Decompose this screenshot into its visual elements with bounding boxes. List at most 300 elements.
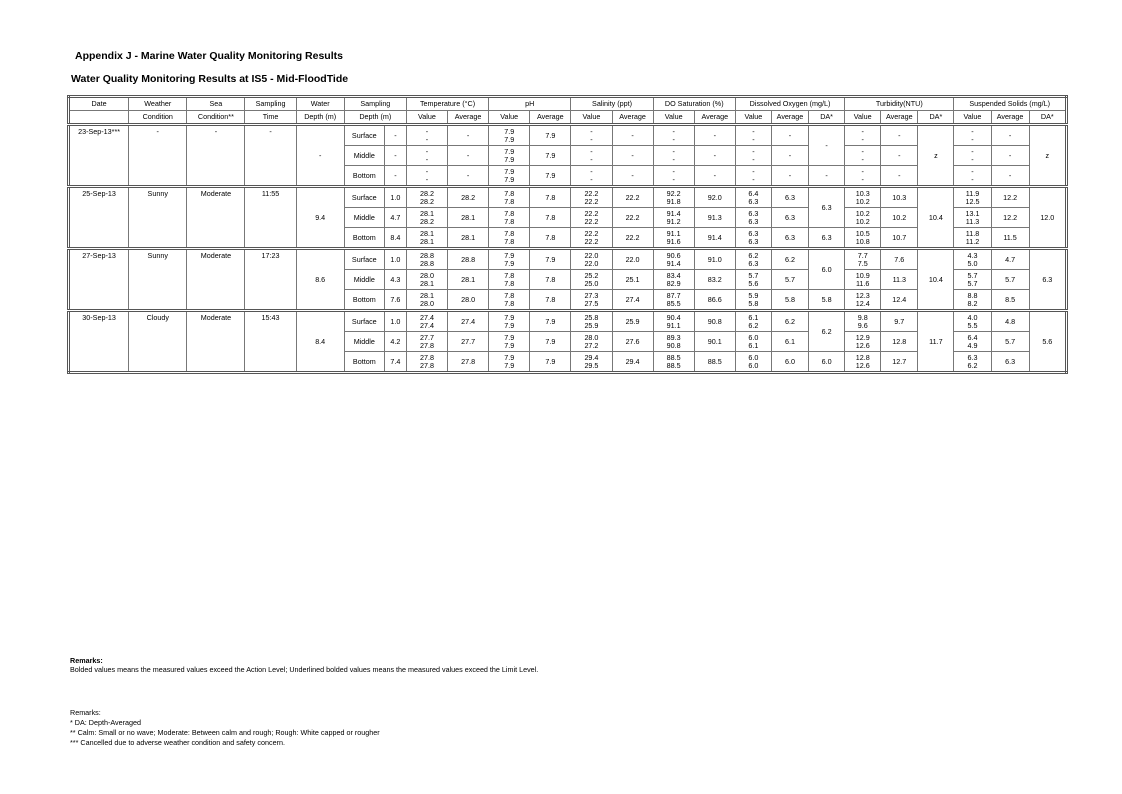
ss-value-cell-reading-2: 5.0	[967, 258, 978, 268]
date-cell: 27-Sep-13	[69, 249, 129, 311]
temperature-average-cell: 28.2	[448, 187, 489, 208]
do-saturation-average-cell: -	[694, 125, 735, 146]
sampling-level-cell: Surface	[344, 311, 384, 332]
header-row-1	[69, 97, 1067, 111]
turbidity-value-cell-reading-2: -	[861, 154, 864, 164]
do-saturation-value-cell-reading-2: 91.2	[666, 216, 681, 226]
do-saturation-value-cell	[653, 208, 694, 228]
temperature-average-cell: 27.4	[448, 311, 489, 332]
do-value-cell	[735, 228, 771, 249]
temperature-value-cell-reading-1: 27.4	[419, 312, 434, 322]
ss-average-cell: -	[991, 146, 1029, 166]
salinity-value-cell-reading-2: 29.5	[584, 360, 599, 370]
sampling-depth-cell: 1.0	[384, 187, 406, 208]
temperature-value-cell-reading-2: 28.0	[419, 298, 434, 308]
salinity-average-cell: 22.2	[612, 228, 653, 249]
ph-value-cell-reading-1: 7.8	[504, 188, 515, 198]
salinity-value-cell-reading-1: 29.4	[584, 352, 599, 362]
turbidity-value-cell-reading-2: 10.8	[855, 236, 870, 246]
temperature-average-cell: -	[448, 125, 489, 146]
header-blank	[69, 111, 129, 125]
ph-value-cell-reading-1: 7.8	[504, 228, 515, 238]
salinity-value-cell-reading-1: -	[590, 146, 593, 156]
table-row	[69, 125, 1067, 146]
turbidity-value-cell-reading-2: -	[861, 134, 864, 144]
do-saturation-value-cell-reading-2: 91.1	[666, 320, 681, 330]
ss-value-cell	[954, 166, 991, 187]
ss-value-cell	[954, 249, 991, 270]
do-saturation-value-cell-reading-1: 88.5	[666, 352, 681, 362]
turbidity-value-cell-reading-1: 10.2	[855, 208, 870, 218]
header-average: Average	[771, 111, 808, 125]
ss-value-cell	[954, 352, 991, 373]
salinity-value-cell-reading-2: 22.2	[584, 196, 599, 206]
do-value-cell-reading-2: 5.6	[748, 278, 759, 288]
header-value: Value	[735, 111, 771, 125]
ss-value-cell-reading-2: 11.2	[965, 236, 980, 246]
remark-line-sea: ** Calm: Small or no wave; Moderate: Between calm and rough; Rough: White capped or rougher	[70, 728, 380, 737]
do-saturation-value-cell-reading-1: 91.4	[666, 208, 681, 218]
do-average-cell: 6.3	[771, 228, 808, 249]
do-value-cell	[735, 146, 771, 166]
header-average: Average	[530, 111, 571, 125]
do-saturation-value-cell-reading-1: 92.2	[666, 188, 681, 198]
do-value-cell	[735, 125, 771, 146]
sampling-level-cell: Surface	[344, 125, 384, 146]
temperature-value-cell	[406, 166, 447, 187]
do-value-cell-reading-2: 6.0	[748, 360, 759, 370]
header-average: Average	[991, 111, 1029, 125]
do-saturation-average-cell: 86.6	[694, 290, 735, 311]
do-saturation-average-cell: 90.1	[694, 332, 735, 352]
header-row-2	[69, 111, 1067, 125]
ss-value-cell	[954, 270, 991, 290]
temperature-value-cell-reading-1: 28.2	[419, 188, 434, 198]
ss-value-cell	[954, 125, 991, 146]
header-da: DA*	[918, 111, 954, 125]
turbidity-average-cell: 12.8	[881, 332, 918, 352]
ss-value-cell-reading-1: 5.7	[967, 270, 978, 280]
ss-value-cell-reading-1: 6.3	[967, 352, 978, 362]
ph-value-cell-reading-1: 7.9	[504, 312, 515, 322]
salinity-value-cell-reading-1: -	[590, 126, 593, 136]
do-saturation-value-cell	[653, 270, 694, 290]
turbidity-average-cell: 9.7	[881, 311, 918, 332]
header-average: Average	[881, 111, 918, 125]
do-average-cell: 6.3	[771, 187, 808, 208]
temperature-value-cell-reading-2: 27.4	[419, 320, 434, 330]
turbidity-value-cell-reading-2: 11.6	[855, 278, 870, 288]
ph-value-cell-reading-2: 7.9	[504, 154, 515, 164]
sampling-level-cell: Middle	[344, 270, 384, 290]
do-value-cell	[735, 208, 771, 228]
ss-value-cell-reading-2: 8.2	[967, 298, 978, 308]
do-saturation-average-cell: 91.4	[694, 228, 735, 249]
salinity-average-cell: 22.2	[612, 187, 653, 208]
header-dissolved-oxygen: Dissolved Oxygen (mg/L)	[735, 97, 844, 111]
header-date: Date	[69, 97, 129, 111]
do-value-cell	[735, 166, 771, 187]
do-average-cell: 6.3	[771, 208, 808, 228]
ph-value-cell	[489, 187, 530, 208]
turbidity-average-cell: 12.4	[881, 290, 918, 311]
do-saturation-value-cell	[653, 228, 694, 249]
do-value-cell-reading-1: 6.4	[748, 188, 759, 198]
salinity-value-cell	[571, 270, 612, 290]
sampling-depth-cell: 4.2	[384, 332, 406, 352]
salinity-average-cell: 29.4	[612, 352, 653, 373]
header-value: Value	[406, 111, 447, 125]
salinity-value-cell	[571, 249, 612, 270]
header-average: Average	[448, 111, 489, 125]
do-saturation-value-cell-reading-1: -	[672, 146, 675, 156]
temperature-value-cell	[406, 249, 447, 270]
sampling-depth-cell: 7.6	[384, 290, 406, 311]
remarks-action-level	[70, 656, 538, 674]
ss-value-cell-reading-1: 6.4	[967, 332, 978, 342]
do-saturation-value-cell-reading-2: 82.9	[666, 278, 681, 288]
salinity-value-cell-reading-2: -	[590, 134, 593, 144]
do-value-cell	[735, 352, 771, 373]
turbidity-average-cell: 10.3	[881, 187, 918, 208]
turbidity-value-cell	[845, 270, 881, 290]
table-body	[69, 125, 1067, 373]
ss-average-cell: 8.5	[991, 290, 1029, 311]
turbidity-value-cell-reading-1: -	[861, 126, 864, 136]
do-saturation-value-cell	[653, 332, 694, 352]
ss-value-cell-reading-1: -	[971, 146, 974, 156]
header-turbidity: Turbidity(NTU)	[845, 97, 954, 111]
temperature-value-cell-reading-2: -	[425, 154, 429, 164]
ss-average-cell: 4.8	[991, 311, 1029, 332]
salinity-value-cell	[571, 146, 612, 166]
temperature-average-cell: 28.1	[448, 270, 489, 290]
turbidity-depth-averaged-cell: 10.4	[918, 249, 954, 311]
ph-value-cell	[489, 208, 530, 228]
sea-condition-cell: Moderate	[187, 311, 245, 373]
turbidity-average-cell: 7.6	[881, 249, 918, 270]
do-saturation-value-cell	[653, 125, 694, 146]
do-average-cell: -	[771, 166, 808, 187]
water-depth-cell: 8.6	[296, 249, 344, 311]
do-value-cell-reading-2: 6.3	[748, 236, 759, 246]
do-depth-averaged-cell: 6.3	[809, 187, 845, 228]
turbidity-depth-averaged-cell: 10.4	[918, 187, 954, 249]
do-average-cell: -	[771, 125, 808, 146]
do-value-cell-reading-2: 6.3	[748, 258, 759, 268]
turbidity-value-cell-reading-1: -	[861, 146, 864, 156]
ph-average-cell: 7.9	[530, 166, 571, 187]
temperature-average-cell: 28.1	[448, 228, 489, 249]
temperature-value-cell-reading-2: 28.8	[419, 258, 434, 268]
sea-condition-cell: Moderate	[187, 249, 245, 311]
ph-value-cell-reading-1: 7.9	[504, 126, 515, 136]
salinity-value-cell-reading-2: 27.2	[584, 340, 599, 350]
do-saturation-value-cell	[653, 352, 694, 373]
ss-depth-averaged-cell: z	[1029, 125, 1066, 187]
do-value-cell	[735, 249, 771, 270]
turbidity-value-cell-reading-2: 12.4	[855, 298, 870, 308]
salinity-value-cell-reading-2: 25.9	[584, 320, 599, 330]
do-saturation-average-cell: -	[694, 146, 735, 166]
turbidity-value-cell	[845, 290, 881, 311]
header-da: DA*	[809, 111, 845, 125]
salinity-average-cell: -	[612, 146, 653, 166]
header-sea: Sea	[187, 97, 245, 111]
salinity-value-cell	[571, 332, 612, 352]
do-value-cell-reading-2: -	[752, 154, 755, 164]
water-depth-cell: 8.4	[296, 311, 344, 373]
ph-value-cell	[489, 166, 530, 187]
temperature-value-cell-reading-1: 28.0	[419, 270, 434, 280]
header-value: Value	[954, 111, 991, 125]
salinity-value-cell-reading-1: 22.2	[584, 208, 599, 218]
ss-value-cell-reading-2: 12.5	[965, 196, 980, 206]
ph-value-cell-reading-1: 7.8	[504, 270, 515, 280]
turbidity-average-cell: 12.7	[881, 352, 918, 373]
do-saturation-value-cell	[653, 166, 694, 187]
header-suspended-solids: Suspended Solids (mg/L)	[954, 97, 1067, 111]
do-depth-averaged-bottom-cell: 5.8	[809, 290, 845, 311]
ph-value-cell-reading-2: 7.9	[504, 320, 515, 330]
ss-value-cell-reading-1: -	[971, 166, 974, 176]
weather-cell: Sunny	[129, 187, 187, 249]
header-temperature: Temperature (°C)	[406, 97, 488, 111]
header-sampling-time-2: Time	[245, 111, 296, 125]
remark-line-da: * DA: Depth-Averaged	[70, 718, 141, 727]
turbidity-average-cell: -	[881, 125, 918, 146]
ph-value-cell	[489, 228, 530, 249]
remarks-title: Remarks:	[70, 656, 103, 665]
ph-value-cell-reading-2: 7.8	[504, 236, 515, 246]
do-saturation-average-cell: 83.2	[694, 270, 735, 290]
do-saturation-value-cell-reading-1: 89.3	[666, 332, 681, 342]
remark-line-cancelled: *** Cancelled due to adverse weather condition and safety concern.	[70, 738, 285, 747]
header-sampling-time: Sampling	[245, 97, 296, 111]
do-saturation-value-cell	[653, 249, 694, 270]
turbidity-value-cell-reading-2: 10.2	[855, 216, 870, 226]
ph-average-cell: 7.9	[530, 311, 571, 332]
sampling-depth-cell: -	[384, 146, 406, 166]
do-value-cell-reading-2: -	[752, 174, 755, 184]
temperature-value-cell-reading-2: 27.8	[419, 340, 434, 350]
ph-value-cell	[489, 270, 530, 290]
do-value-cell-reading-1: 6.3	[748, 228, 759, 238]
ph-value-cell	[489, 290, 530, 311]
salinity-value-cell	[571, 311, 612, 332]
header-value: Value	[653, 111, 694, 125]
do-saturation-value-cell	[653, 146, 694, 166]
do-depth-averaged-cell: -	[809, 125, 845, 166]
temperature-value-cell-reading-2: -	[425, 174, 429, 184]
ph-value-cell-reading-1: 7.9	[504, 332, 515, 342]
sampling-depth-cell: 1.0	[384, 249, 406, 270]
header-value: Value	[845, 111, 881, 125]
turbidity-value-cell-reading-1: -	[861, 166, 864, 176]
header-value: Value	[571, 111, 612, 125]
ss-value-cell-reading-2: -	[971, 134, 974, 144]
ph-value-cell-reading-1: 7.9	[504, 352, 515, 362]
table-row	[69, 249, 1067, 270]
ss-value-cell-reading-1: -	[971, 126, 974, 136]
temperature-average-cell: 27.8	[448, 352, 489, 373]
turbidity-value-cell	[845, 187, 881, 208]
salinity-value-cell	[571, 166, 612, 187]
water-depth-cell: -	[296, 125, 344, 187]
do-depth-averaged-bottom-cell: 6.3	[809, 228, 845, 249]
do-saturation-value-cell-reading-1: -	[672, 126, 675, 136]
turbidity-average-cell: -	[881, 166, 918, 187]
turbidity-value-cell-reading-2: 12.6	[855, 360, 870, 370]
do-value-cell-reading-1: -	[752, 166, 755, 176]
header-average: Average	[694, 111, 735, 125]
do-saturation-value-cell-reading-1: -	[672, 166, 675, 176]
sampling-depth-cell: -	[384, 166, 406, 187]
turbidity-value-cell-reading-1: 9.8	[857, 312, 868, 322]
temperature-value-cell	[406, 270, 447, 290]
temperature-value-cell	[406, 352, 447, 373]
temperature-value-cell-reading-2: 27.8	[419, 360, 434, 370]
do-value-cell-reading-1: 6.3	[748, 208, 759, 218]
ss-value-cell-reading-1: 13.1	[965, 208, 980, 218]
turbidity-value-cell	[845, 352, 881, 373]
temperature-value-cell-reading-1: 28.1	[419, 228, 434, 238]
temperature-value-cell-reading-1: 28.1	[419, 290, 434, 300]
do-value-cell-reading-1: 6.1	[748, 312, 759, 322]
turbidity-value-cell-reading-2: 7.5	[857, 258, 868, 268]
do-value-cell-reading-2: -	[752, 134, 755, 144]
ss-average-cell: 11.5	[991, 228, 1029, 249]
do-value-cell	[735, 270, 771, 290]
ss-depth-averaged-cell: 6.3	[1029, 249, 1066, 311]
water-quality-table	[67, 95, 1068, 374]
temperature-average-cell: 27.7	[448, 332, 489, 352]
header-sea-2: Condition**	[187, 111, 245, 125]
temperature-value-cell	[406, 125, 447, 146]
ph-average-cell: 7.8	[530, 187, 571, 208]
do-depth-averaged-bottom-cell: -	[809, 166, 845, 187]
salinity-value-cell-reading-1: 22.2	[584, 188, 599, 198]
salinity-average-cell: 25.9	[612, 311, 653, 332]
temperature-value-cell-reading-1: 28.1	[419, 208, 434, 218]
temperature-average-cell: -	[448, 146, 489, 166]
salinity-value-cell-reading-2: 22.2	[584, 236, 599, 246]
ph-average-cell: 7.9	[530, 332, 571, 352]
ph-value-cell	[489, 146, 530, 166]
sampling-depth-cell: 7.4	[384, 352, 406, 373]
ss-value-cell	[954, 228, 991, 249]
sampling-level-cell: Bottom	[344, 228, 384, 249]
temperature-value-cell-reading-1: -	[425, 146, 429, 156]
turbidity-average-cell: -	[881, 146, 918, 166]
sampling-depth-cell: -	[384, 125, 406, 146]
ss-average-cell: 12.2	[991, 187, 1029, 208]
turbidity-value-cell	[845, 166, 881, 187]
sampling-depth-cell: 4.7	[384, 208, 406, 228]
salinity-value-cell	[571, 352, 612, 373]
do-average-cell: 6.0	[771, 352, 808, 373]
salinity-average-cell: 27.4	[612, 290, 653, 311]
do-average-cell: -	[771, 146, 808, 166]
do-value-cell	[735, 311, 771, 332]
ss-value-cell	[954, 146, 991, 166]
ss-value-cell-reading-2: -	[971, 154, 974, 164]
temperature-average-cell: 28.0	[448, 290, 489, 311]
water-depth-cell: 9.4	[296, 187, 344, 249]
ss-average-cell: 5.7	[991, 332, 1029, 352]
salinity-average-cell: -	[612, 125, 653, 146]
ph-value-cell	[489, 332, 530, 352]
do-value-cell-reading-1: 6.0	[748, 352, 759, 362]
remarks-title: Remarks:	[70, 708, 101, 717]
turbidity-value-cell	[845, 125, 881, 146]
header-da: DA*	[1029, 111, 1066, 125]
sampling-depth-cell: 4.3	[384, 270, 406, 290]
do-saturation-value-cell-reading-2: -	[672, 154, 675, 164]
weather-cell: Sunny	[129, 249, 187, 311]
ph-average-cell: 7.8	[530, 208, 571, 228]
do-saturation-average-cell: 90.8	[694, 311, 735, 332]
date-cell: 23-Sep-13***	[69, 125, 129, 187]
turbidity-value-cell-reading-1: 10.5	[855, 228, 870, 238]
temperature-value-cell-reading-2: -	[425, 134, 429, 144]
table-row	[69, 311, 1067, 332]
do-depth-averaged-cell: 6.2	[809, 311, 845, 352]
sampling-level-cell: Surface	[344, 187, 384, 208]
do-value-cell-reading-2: 6.2	[748, 320, 759, 330]
sampling-level-cell: Bottom	[344, 352, 384, 373]
ss-value-cell-reading-1: 8.8	[967, 290, 978, 300]
temperature-value-cell	[406, 146, 447, 166]
do-saturation-value-cell-reading-2: 91.6	[666, 236, 681, 246]
salinity-average-cell: -	[612, 166, 653, 187]
do-value-cell-reading-1: 5.7	[748, 270, 759, 280]
salinity-value-cell-reading-1: -	[590, 166, 593, 176]
salinity-value-cell-reading-2: -	[590, 154, 593, 164]
do-saturation-value-cell-reading-2: 88.5	[666, 360, 681, 370]
do-saturation-value-cell-reading-1: 83.4	[666, 270, 681, 280]
salinity-average-cell: 22.0	[612, 249, 653, 270]
ph-value-cell-reading-1: 7.8	[504, 290, 515, 300]
temperature-average-cell: -	[448, 166, 489, 187]
turbidity-value-cell	[845, 208, 881, 228]
date-cell: 25-Sep-13	[69, 187, 129, 249]
salinity-value-cell-reading-2: 22.0	[584, 258, 599, 268]
salinity-value-cell-reading-1: 22.2	[584, 228, 599, 238]
ss-average-cell: 12.2	[991, 208, 1029, 228]
ph-value-cell-reading-2: 7.9	[504, 174, 515, 184]
ph-value-cell-reading-1: 7.9	[504, 250, 515, 260]
date-cell: 30-Sep-13	[69, 311, 129, 373]
ss-average-cell: 6.3	[991, 352, 1029, 373]
turbidity-value-cell-reading-2: 12.6	[855, 340, 870, 350]
ss-value-cell	[954, 290, 991, 311]
salinity-value-cell-reading-2: -	[590, 174, 593, 184]
ss-value-cell-reading-1: 4.3	[967, 250, 978, 260]
turbidity-average-cell: 11.3	[881, 270, 918, 290]
do-value-cell	[735, 187, 771, 208]
sampling-level-cell: Bottom	[344, 290, 384, 311]
do-saturation-value-cell	[653, 187, 694, 208]
salinity-value-cell-reading-2: 27.5	[584, 298, 599, 308]
header-water-depth-2: Depth (m)	[296, 111, 344, 125]
salinity-value-cell-reading-1: 22.0	[584, 250, 599, 260]
salinity-value-cell	[571, 125, 612, 146]
turbidity-average-cell: 10.2	[881, 208, 918, 228]
ph-average-cell: 7.9	[530, 125, 571, 146]
header-ph: pH	[489, 97, 571, 111]
header-water-depth: Water	[296, 97, 344, 111]
